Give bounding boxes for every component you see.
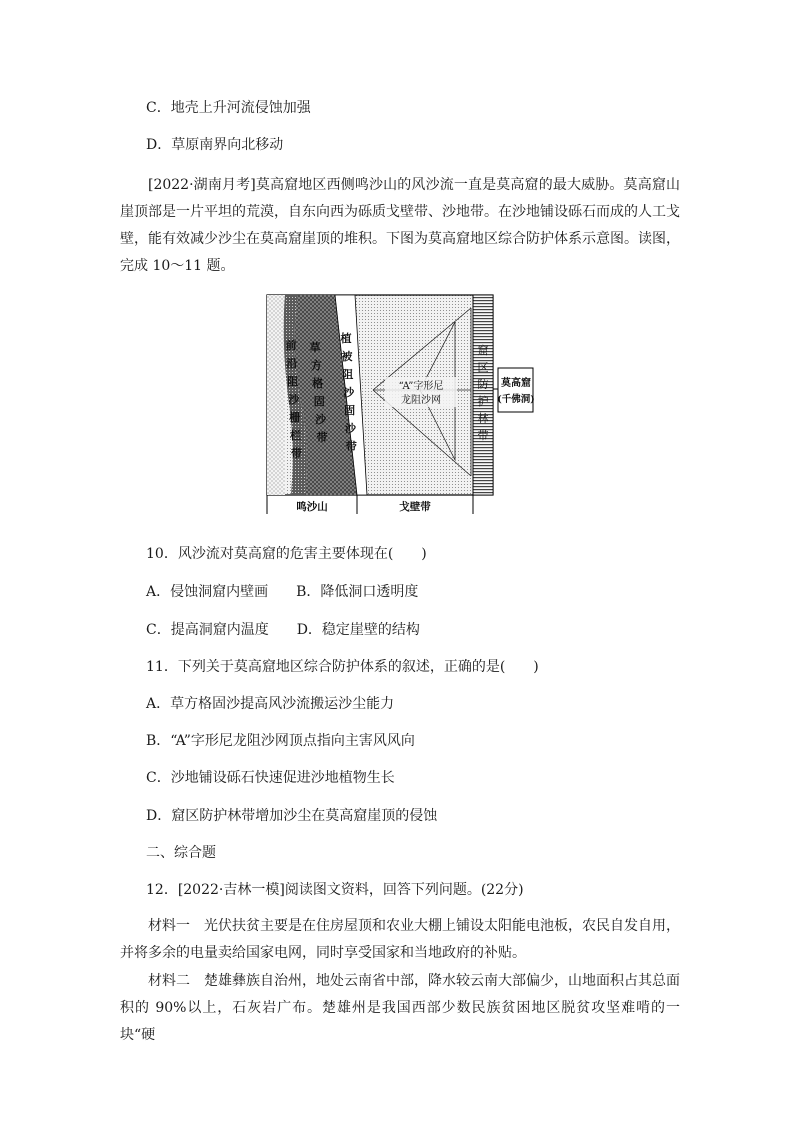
intro-paragraph: [2022·湖南月考]莫高窟地区西侧鸣沙山的风沙流一直是莫高窟的最大威胁。莫高窟山崖顶部是一片平坦的荒漠，自东向西为砾质戈壁带、沙地带。在沙地铺设砾石而成的人工戈壁，能有效减少沙尘在莫高窟崖顶的堆积。下图为莫高窟地区综合防护体系示意图。读图，完成 10～11 题。 bbox=[120, 177, 680, 274]
diagram-char: 植 bbox=[340, 332, 352, 345]
options-10ab: A．侵蚀洞窟内壁画 B．降低洞口透明度 bbox=[146, 584, 419, 600]
diagram-char: 被 bbox=[341, 350, 353, 363]
option-11b: B．“A”字形尼龙阻沙网顶点指向主害风风向 bbox=[146, 733, 415, 749]
diagram-char: 栅 bbox=[289, 411, 301, 424]
diagram-char: 前 bbox=[285, 339, 297, 352]
section-heading: 二、综合题 bbox=[146, 845, 216, 861]
bottom-label-gobi: 戈壁带 bbox=[399, 501, 431, 513]
protection-system-diagram bbox=[265, 294, 535, 516]
options-10cd: C．提高洞窟内温度 D．稳定崖壁的结构 bbox=[146, 622, 420, 638]
diagram-char: 沿 bbox=[286, 357, 298, 370]
option-11c: C．沙地铺设砾石快速促进沙地植物生长 bbox=[146, 770, 395, 786]
diagram-char: 方 bbox=[310, 359, 322, 372]
diagram-char: 固 bbox=[313, 395, 325, 408]
question-12: 12．[2022·吉林一模]阅读图文资料，回答下列问题。(22分) bbox=[146, 882, 524, 898]
material-one: 材料一 光伏扶贫主要是在住房屋顶和农业大棚上铺设太阳能电池板，农民自发自用，并将多余的电量卖给国家电网，同时享受国家和当地政府的补贴。 bbox=[120, 918, 680, 961]
question-11: 11．下列关于莫高窟地区综合防护体系的叙述，正确的是( ) bbox=[146, 659, 539, 675]
option-11a: A．草方格固沙提高风沙流搬运沙尘能力 bbox=[146, 696, 395, 712]
diagram-char: 护 bbox=[477, 395, 489, 408]
mogao-label-line2: (千佛洞) bbox=[497, 394, 535, 405]
diagram-char: 防 bbox=[477, 378, 489, 391]
diagram-char: 带 bbox=[345, 440, 357, 453]
diagram-char: 区 bbox=[477, 361, 489, 374]
diagram-char: 沙 bbox=[343, 386, 355, 399]
left-sand-strip bbox=[267, 295, 285, 495]
option-9c: C．地壳上升河流侵蚀加强 bbox=[146, 100, 311, 116]
material-two: 材料二 楚雄彝族自治州，地处云南省中部，降水较云南大部偏少，山地面积占其总面积的 90%以上，石灰岩广布。楚雄州是我国西部少数民族贫困地区脱贫攻坚难啃的一块“硬 bbox=[120, 973, 680, 1043]
option-11d: D．窟区防护林带增加沙尘在莫高窟崖顶的侵蚀 bbox=[146, 808, 438, 824]
diagram-char: 格 bbox=[312, 377, 324, 390]
diagram-char: 带 bbox=[316, 431, 328, 444]
diagram-char: 阻 bbox=[342, 368, 354, 381]
diagram-char: 带 bbox=[290, 447, 302, 460]
diagram-char: 草 bbox=[309, 341, 321, 354]
net-label-line2: 龙阻沙网 bbox=[401, 395, 441, 406]
option-9d: D．草原南界向北移动 bbox=[146, 137, 284, 153]
diagram-char: 沙 bbox=[288, 393, 300, 406]
diagram-char: 阻 bbox=[287, 375, 299, 388]
diagram-char: 栏 bbox=[290, 429, 301, 442]
bottom-label-mingsha: 鸣沙山 bbox=[296, 501, 328, 513]
diagram-char: 带 bbox=[477, 429, 489, 442]
diagram-char: 沙 bbox=[345, 422, 356, 435]
diagram-char: 固 bbox=[344, 404, 356, 417]
mogao-label-line1: 莫高窟 bbox=[501, 378, 531, 389]
diagram-char: 窟 bbox=[477, 344, 489, 357]
net-label-line1: “A”字形尼 bbox=[398, 381, 444, 392]
diagram-char: 林 bbox=[477, 412, 489, 425]
mogao-box bbox=[498, 368, 533, 412]
question-10: 10．风沙流对莫高窟的危害主要体现在( ) bbox=[146, 546, 427, 562]
diagram-char: 沙 bbox=[315, 413, 327, 426]
